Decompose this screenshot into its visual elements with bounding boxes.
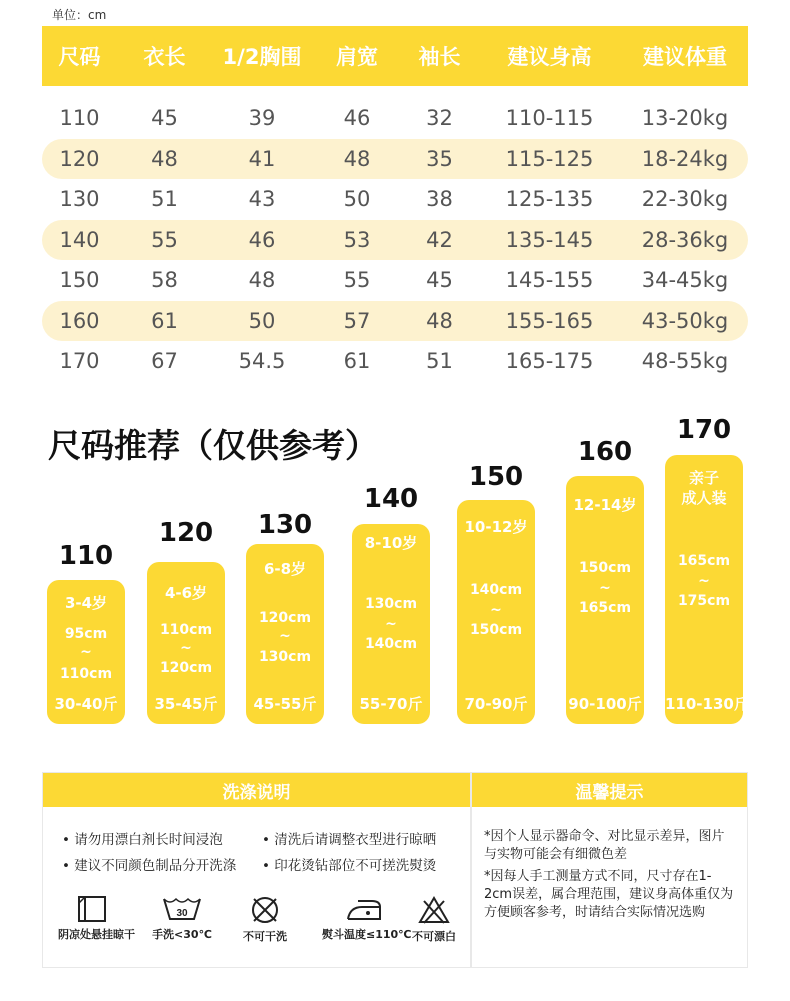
size-label: 140 [363,484,419,514]
height-from: 95cm [64,626,108,642]
col-shoulder: 肩宽 [336,45,378,69]
shade-dry-icon [77,895,107,923]
cell: 50 [248,308,276,333]
cell: 45 [426,268,453,293]
cell: 35 [426,146,453,171]
cell: 41 [248,146,276,171]
table-row [42,139,748,180]
tip-text: *因个人显示器命令、对比显示差异，图片与实物可能会有细微色差 [484,829,725,862]
size-label: 130 [257,510,313,540]
cell: 22-30kg [641,187,729,212]
cell: 58 [151,268,178,293]
cell: 155-165 [505,308,594,333]
unit-label: 单位：cm [52,8,107,22]
col-chest: 1/2胸围 [222,45,302,69]
table-row [42,260,748,301]
cell: 125-135 [505,187,594,212]
col-sleeve: 袖长 [418,45,461,69]
care-item [58,895,135,942]
size-table-header [42,26,748,86]
cell: 32 [426,106,453,131]
size-label: 170 [676,415,732,445]
col-size: 尺码 [58,45,101,69]
height-sep: ~ [599,580,611,596]
care-item [231,895,299,944]
size-bar [47,580,125,724]
cell: 67 [151,349,178,374]
no-bleach-icon [418,895,450,925]
cell: 150 [59,268,100,293]
height-sep: ~ [279,628,291,644]
care-item [400,895,468,944]
cell: 51 [426,349,453,374]
size-bar [352,524,430,724]
table-row [42,179,748,220]
height-from: 150cm [578,560,632,576]
height-sep: ~ [80,644,92,660]
height-sep: ~ [180,640,192,656]
col-height: 建议身高 [507,45,592,69]
cell: 170 [59,349,100,374]
cell: 55 [151,227,178,252]
table-row [42,301,748,342]
cell: 57 [343,308,371,333]
cell: 48 [151,146,178,171]
cell: 140 [59,227,100,252]
cell: 50 [343,187,371,212]
weight-range: 45-55斤 [253,695,317,713]
recommend-title: 尺码推荐（仅供参考） [48,426,378,465]
cell: 55 [343,268,371,293]
weight-range: 110-130斤 [665,695,749,713]
weight-range: 90-100斤 [568,695,642,713]
wash-line: • 印花烫钻部位不可搓洗熨烫 [262,858,437,874]
height-to: 140cm [364,636,418,652]
size-bar [457,500,535,724]
size-label: 110 [58,541,114,571]
cell: 43 [248,187,276,212]
cell: 38 [426,187,453,212]
cell: 42 [426,227,453,252]
tips-title: 温馨提示 [472,773,747,807]
table-row [42,98,748,139]
wash-line: • 建议不同颜色制品分开洗涤 [62,858,237,874]
care-item [148,895,216,942]
care-label: 熨斗温度≤110℃ [322,928,412,941]
table-row [42,341,748,382]
weight-range: 30-40斤 [54,695,118,713]
cell: 46 [248,227,276,252]
height-from: 120cm [258,610,312,626]
cell: 48 [343,146,371,171]
cell: 13-20kg [641,106,729,131]
cell: 110-115 [505,106,594,131]
age-range: 10-12岁 [464,518,528,536]
wash-line: • 请勿用漂白剂长时间浸泡 [62,832,223,848]
height-from: 110cm [159,622,213,638]
cell: 61 [151,308,178,333]
care-item [322,895,412,942]
cell: 51 [151,187,178,212]
cell: 120 [59,146,100,171]
weight-range: 55-70斤 [359,695,423,713]
wash-title: 洗涤说明 [43,773,470,807]
height-to: 165cm [578,600,632,616]
age-range: 4-6岁 [164,584,208,602]
cell: 130 [59,187,100,212]
size-bar [566,476,644,724]
age-range: 6-8岁 [263,560,307,578]
care-label: 不可干洗 [243,930,287,943]
age-range-2: 成人装 [681,489,727,507]
care-label: 手洗<30℃ [152,928,212,941]
size-bar [665,455,749,724]
care-label: 阴凉处悬挂晾干 [58,928,135,941]
cell: 34-45kg [641,268,729,293]
cell: 48 [426,308,453,333]
size-bar [147,562,225,724]
hand-wash-icon [162,895,202,923]
height-from: 140cm [469,582,523,598]
size-label: 150 [468,462,524,492]
cell: 46 [343,106,371,131]
cell: 160 [59,308,100,333]
wash-temp-text: 30 [176,908,188,919]
cell: 43-50kg [641,308,729,333]
cell: 110 [59,106,100,131]
cell: 145-155 [505,268,594,293]
height-sep: ~ [698,573,710,589]
cell: 39 [248,106,276,131]
height-sep: ~ [385,616,397,632]
cell: 48 [248,268,276,293]
cell: 115-125 [505,146,594,171]
height-to: 110cm [59,666,113,682]
cell: 45 [151,106,178,131]
height-to: 150cm [469,622,523,638]
col-length: 衣长 [143,45,186,69]
cell: 165-175 [505,349,594,374]
tip-text: *因每人手工测量方式不同，尺寸存在1-2cm误差，属合理范围，建议身高体重仅为方便顾客参考，时请结合实际情况选购 [484,869,734,920]
table-row [42,220,748,261]
cell: 18-24kg [641,146,729,171]
weight-range: 35-45斤 [154,695,218,713]
care-label: 不可漂白 [412,930,456,943]
age-range: 亲子 [688,469,719,487]
col-weight: 建议体重 [643,45,727,69]
weight-range: 70-90斤 [464,695,528,713]
size-label: 120 [158,518,214,548]
no-dry-clean-icon [250,895,280,925]
size-label: 160 [577,437,633,467]
cell: 28-36kg [641,227,729,252]
age-range: 8-10岁 [364,534,418,552]
age-range: 3-4岁 [64,594,108,612]
cell: 48-55kg [641,349,729,374]
age-range: 12-14岁 [573,496,637,514]
height-to: 130cm [258,649,312,665]
cell: 54.5 [238,349,286,374]
size-table-body [42,98,748,382]
cell: 135-145 [505,227,594,252]
cell: 61 [343,349,371,374]
height-from: 165cm [677,553,731,569]
height-sep: ~ [490,602,502,618]
wash-line: • 清洗后请调整衣型进行晾晒 [262,832,437,848]
size-bar [246,544,324,724]
iron-icon [344,895,384,923]
height-from: 130cm [364,596,418,612]
height-to: 120cm [159,660,213,676]
cell: 53 [343,227,371,252]
height-to: 175cm [677,593,731,609]
